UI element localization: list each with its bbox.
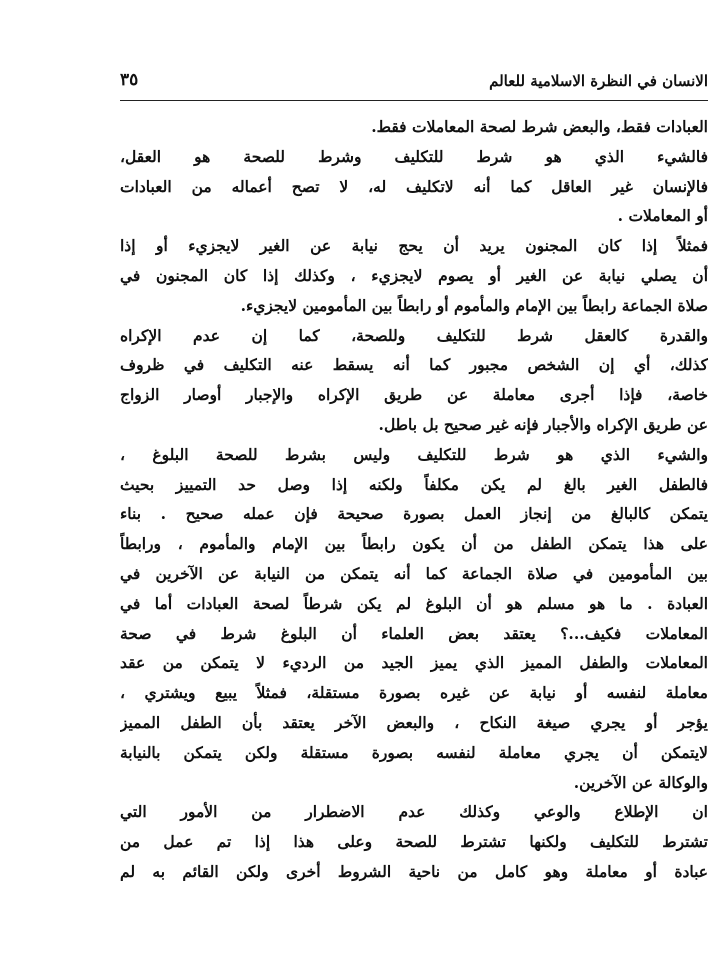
- text-line: العبادات فقط، والبعض شرط لصحة المعاملات فقط.: [371, 117, 708, 136]
- text-line: المعاملات فكيف...؟ يعتقد بعض العلماء أن البلوغ شرط في صحة: [120, 623, 708, 643]
- page-number: ٣٥: [120, 70, 139, 90]
- text-line: بين المأمومين في صلاة الجماعة كما أنه يتمكن من النيابة عن الآخرين في: [120, 563, 708, 583]
- text-line: لايتمكن أن يجري معاملة لنفسه بصورة مستقلة ولكن يتمكن بالنيابة: [120, 742, 708, 762]
- body-text: [120, 112, 708, 887]
- text-line: تشترط للتكليف ولكنها تشترط للصحة وعلى هذا إذا تم عمل من: [120, 832, 708, 852]
- text-line: عن طريق الإكراه والأجبار فإنه غير صحيح بل باطل.: [378, 414, 708, 434]
- text-line: والشيء الذي هو شرط للتكليف وليس بشرط للصحة البلوغ ،: [120, 444, 708, 464]
- page-header: [120, 70, 708, 100]
- text-line: كذلك، أي إن الشخص مجبور كما أنه يسقط عنه التكليف في ظروف: [120, 355, 708, 375]
- text-line: ان الإطلاع والوعي وكذلك عدم الاضطرار من الأمور التي: [120, 802, 708, 822]
- text-line: والوكالة عن الآخرين.: [573, 772, 708, 792]
- text-line: المعاملات والطفل المميز الذي يميز الجيد من الرديء لا يتمكن من عقد: [120, 653, 708, 673]
- text-line: فالطفل الغير بالغ لم يكن مكلفاً ولكنه إذا وصل حد التمييز بحيث: [120, 474, 708, 494]
- text-line: يتمكن كالبالغ من إنجاز العمل بصورة صحيحة فإن عمله صحيح . بناء: [120, 504, 708, 524]
- text-line: العبادة . ما هو مسلم هو أن البلوغ لم يكن شرطاً لصحة العبادات أما في: [120, 593, 708, 613]
- text-line: خاصة، فإذا أجرى معاملة عن طريق الإكراه والإجبار أوصار الزواج: [120, 385, 708, 405]
- running-title: الانسان في النظرة الاسلامية للعالم: [489, 72, 708, 90]
- text-line: يؤجر أو يجري صيغة النكاح ، والبعض الآخر يعتقد بأن الطفل المميز: [120, 712, 708, 732]
- text-line: عبادة أو معاملة وهو كامل من ناحية الشروط أخرى ولكن القائم به لم: [120, 861, 708, 881]
- text-line: فمثلاً إذا كان المجنون يريد أن يحج نيابة عن الغير لايجزيء أو إذا: [120, 236, 708, 256]
- text-line: فالشيء الذي هو شرط للتكليف وشرط للصحة هو العقل،: [120, 146, 708, 166]
- text-line: والقدرة كالعقل شرط للتكليف وللصحة، كما إن عدم الإكراه: [120, 325, 708, 345]
- header-rule: [120, 100, 708, 101]
- text-line: معاملة لنفسه أو نيابة عن غيره بصورة مستقلة، فمثلاً يبيع ويشتري ،: [120, 683, 708, 703]
- text-line: أو المعاملات .: [617, 206, 708, 226]
- text-line: فالإنسان غير العاقل كما أنه لاتكليف له، لا تصح أعماله من العبادات: [120, 176, 708, 196]
- text-line: أن يصلي نيابة عن الغير أو يصوم لايجزيء ، وكذلك إذا كان المجنون في: [120, 265, 708, 285]
- text-line: صلاة الجماعة رابطاً بين الإمام والمأموم أو رابطاً بين المأمومين لايجزيء.: [240, 295, 708, 315]
- text-line: على هذا يتمكن الطفل من أن يكون رابطاً بين الإمام والمأموم ، ورابطاً: [120, 534, 708, 554]
